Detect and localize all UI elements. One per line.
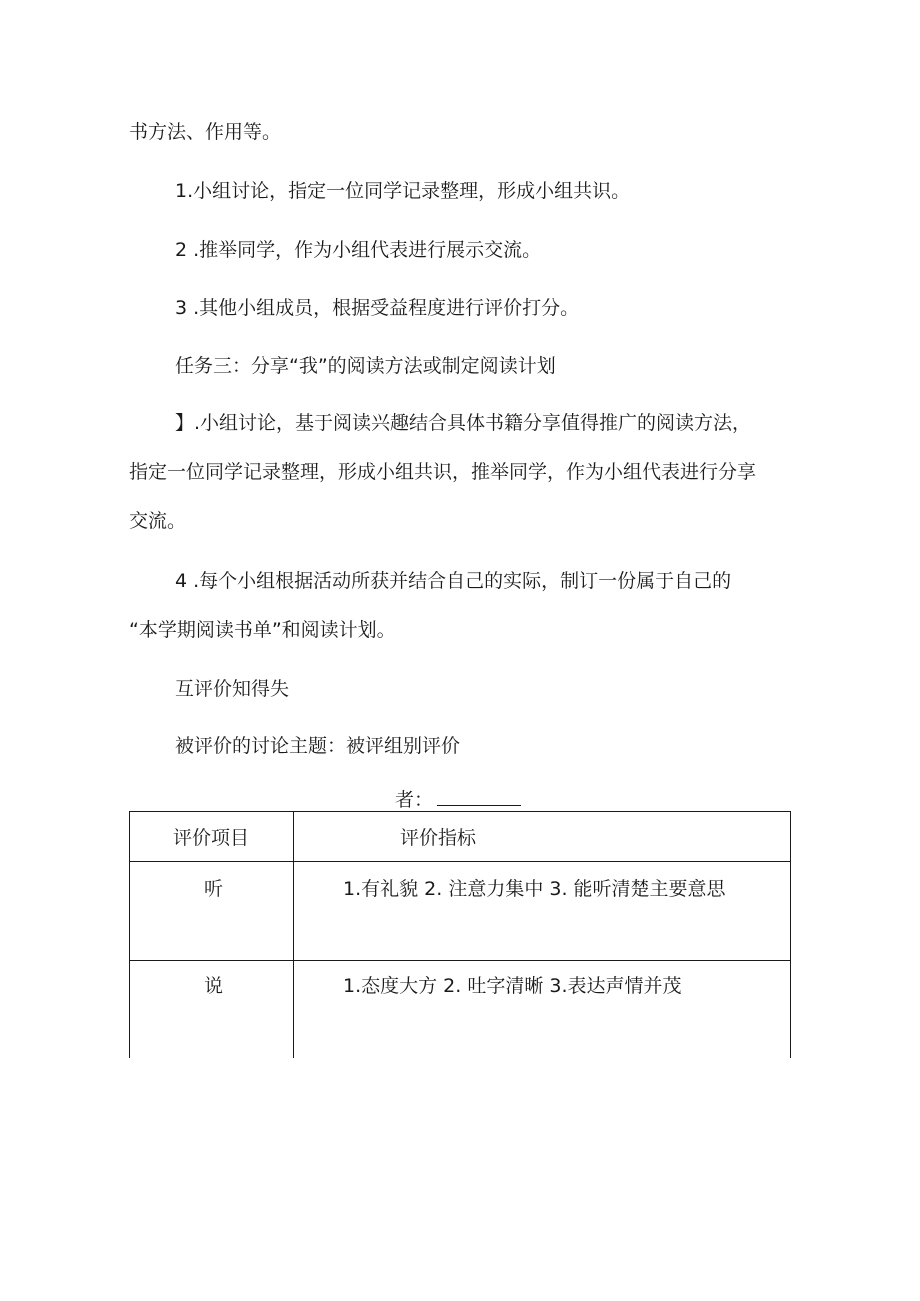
table-header-criteria: 评价指标 (400, 827, 477, 849)
table-header-item: 评价项目 (173, 827, 250, 849)
paragraph-line: 3 .其他小组成员，根据受益程度进行评价打分。 (175, 297, 580, 319)
table-border (293, 811, 294, 1058)
paragraph-line: 指定一位同学记录整理，形成小组共识，推举同学，作为小组代表进行分享 (129, 461, 757, 483)
evaluation-table (129, 811, 791, 1058)
evaluator-label: 者： (395, 789, 434, 811)
paragraph-line: 】.小组讨论，基于阅读兴趣结合具体书籍分享值得推广的阅读方法， (175, 412, 752, 434)
table-border (129, 960, 791, 961)
evaluator-blank (437, 787, 521, 806)
table-row-item: 说 (204, 975, 224, 997)
paragraph-line: 被评价的讨论主题：被评组别评价 (175, 735, 461, 757)
section-heading: 任务三：分享“我”的阅读方法或制定阅读计划 (175, 355, 556, 377)
table-border (129, 861, 791, 862)
table-row-item: 听 (204, 878, 224, 900)
paragraph-line: 2 .推举同学，作为小组代表进行展示交流。 (175, 239, 542, 261)
evaluator-line (395, 787, 521, 811)
table-row-criteria: 1.态度大方 2. 吐字清晰 3.表达声情并茂 (343, 975, 682, 997)
paragraph-line: 书方法、作用等。 (129, 121, 282, 143)
table-border (790, 811, 791, 1058)
table-row-criteria: 1.有礼貌 2. 注意力集中 3. 能听清楚主要意思 (343, 878, 726, 900)
paragraph-line: 交流。 (129, 510, 187, 532)
paragraph-line: 4 .每个小组根据活动所获并结合自己的实际，制订一份属于自己的 (175, 570, 732, 592)
table-border (129, 811, 130, 1058)
section-heading: 互评价知得失 (175, 678, 290, 700)
table-border (129, 811, 791, 812)
paragraph-line: “本学期阅读书单”和阅读计划。 (129, 619, 396, 641)
paragraph-line: 1.小组讨论，指定一位同学记录整理，形成小组共识。 (175, 180, 631, 202)
